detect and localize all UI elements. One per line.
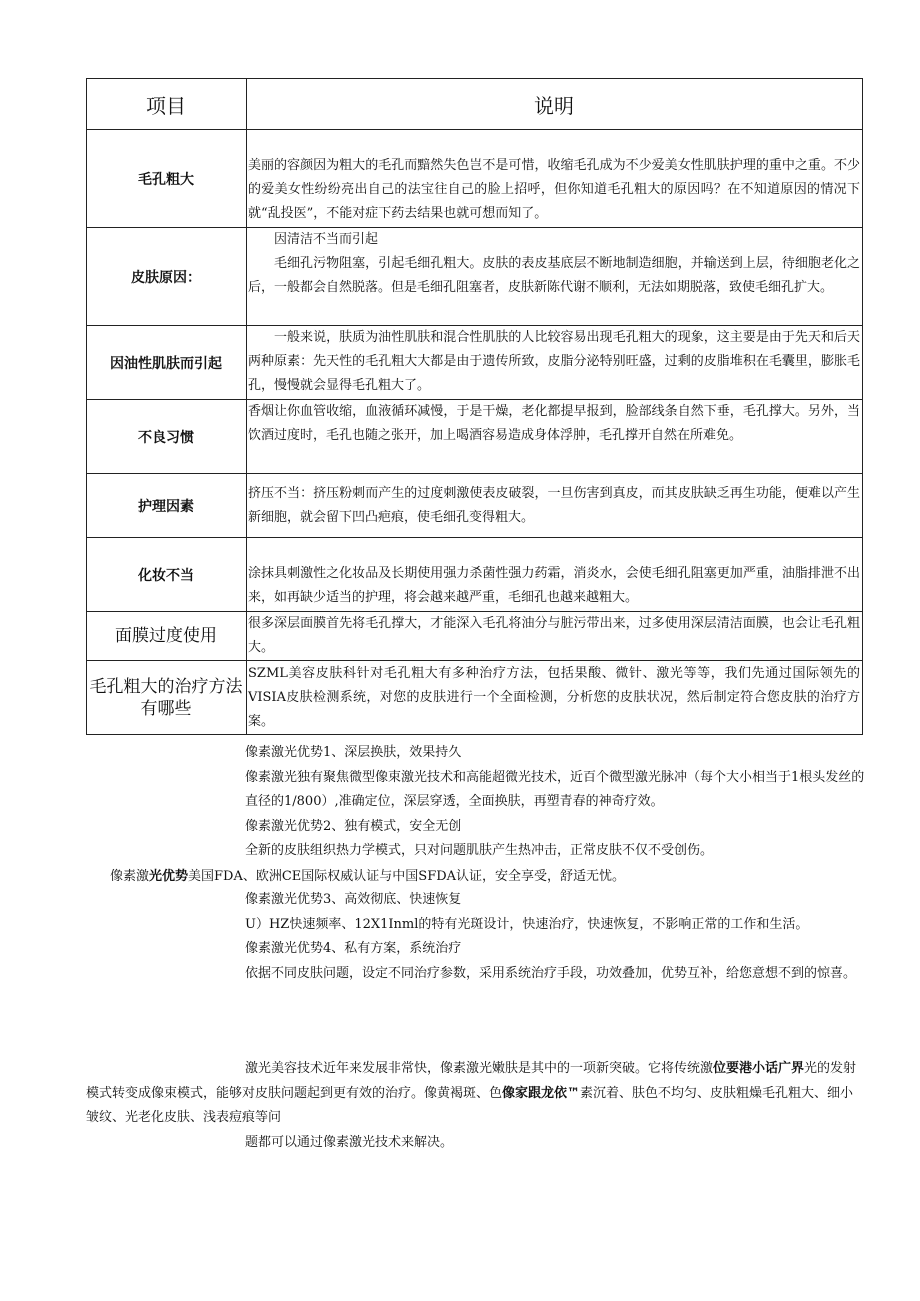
closing-part2: 光的发射模式转变成像束模式，能够对皮肤问题起到更有效的治疗。像黄褐斑、色 [86, 1061, 857, 1101]
closing-part4: 题都可以通过像素激光技术来解决。 [245, 1134, 454, 1150]
closing-bold2: 像家跟龙依™ [502, 1085, 581, 1101]
row-desc: 很多深层面膜首先将毛孔撑大，才能深入毛孔将油分与脏污带出来，过多使用深层清洁面膜，也会让毛孔粗大。 [247, 612, 863, 661]
row-desc: 香烟让你血管收缩，血液循环减慢，于是干燥，老化都提早报到，脸部线条自然下垂，毛孔撑大。另外，当饮酒过度时，毛孔也随之张开，加上喝酒容易造成身体浮肿，毛孔撑开自然在所难免。 [247, 400, 863, 474]
closing-line-1 [86, 1057, 862, 1131]
table-row [87, 612, 863, 661]
row-label: 毛孔粗大 [87, 130, 247, 228]
closing-paragraph [86, 1057, 862, 1155]
side-line: 美国FDA、欧洲CE国际权威认证与中国SFDA认证，安全享受，舒适无忧。 [188, 869, 626, 884]
closing-bold1: 位要港小话广界 [713, 1061, 805, 1076]
row-desc: SZML美容皮肤科针对毛孔粗大有多种治疗方法，包括果酸、微针、激光等等，我们先通过国际领先的VISIA皮肤检测系统，对您的皮肤进行一个全面检测，分析您的皮肤状况，然后制定符合您皮肤的治疗方案。 [247, 661, 863, 735]
table-row [87, 474, 863, 538]
adv-1-text: 像素激光独有聚焦微型像束激光技术和高能超微光技术，近百个微型激光脉冲（每个大小相当于1根头发丝的直径的1/800）,准确定位，深层穿透，全面换肤，再塑青春的神奇疗效。 [245, 769, 865, 809]
row-desc: 一般来说，肤质为油性肌肤和混合性肌肤的人比较容易出现毛孔粗大的现象，这主要是由于先天和后天两种原素：先天性的毛孔粗大大都是由于遗传所致，皮脂分泌特别旺盛，过剩的皮脂堆积在毛囊里，膨胀毛孔，慢慢就会显得毛孔粗大了。 [248, 330, 860, 393]
adv-1-title: 像素激光优势1、深层换肤，效果持久 [245, 745, 462, 760]
row-label: 护理因素 [87, 474, 247, 538]
adv-3-text: U）HZ快速频率、12X1Inml的特有光斑设计，快速治疗，快速恢复，不影响正常的工作和生活。 [245, 916, 809, 932]
row-label: 不良习惯 [87, 400, 247, 474]
row-desc-cell [247, 228, 863, 326]
closing-part1: 激光美容技术近年来发展非常快，像素激光嫩肤是其中的一项新突破。它将传统激 [245, 1061, 714, 1076]
row-desc-line: 因清洁不当而引起 [274, 232, 379, 247]
side-prefix: 像素激 [110, 869, 150, 884]
row-label: 化妆不当 [87, 538, 247, 612]
table-row [87, 228, 863, 326]
row-desc: 美丽的容颜因为粗大的毛孔而黯然失色岂不是可惜，收缩毛孔成为不少爱美女性肌肤护理的重中之重。不少的爱美女性纷纷亮出自己的法宝往自己的脸上招呼，但你知道毛孔粗大的原因吗？在不知道原因的情况下就“乱投医”，不能对症下药去结果也就可想而知了。 [247, 130, 863, 228]
adv-4-text: 依据不同皮肤问题，设定不同治疗参数，采用系统治疗手段，功效叠加，优势互补，给您意想不到的惊喜。 [245, 965, 857, 981]
row-label: 皮肤原因： [87, 228, 247, 326]
advantages-block [245, 741, 865, 986]
row-desc: 涂抹具刺激性之化妆品及长期使用强力杀菌性强力药霜，消炎水，会使毛细孔阻塞更加严重，油脂排泄不出来，如再缺少适当的护理，将会越来越严重，毛细孔也越来越粗大。 [247, 538, 863, 612]
table-header-row [87, 79, 863, 130]
header-desc: 说明 [247, 79, 863, 130]
row-label: 毛孔粗大的治疗方法有哪些 [87, 661, 247, 735]
advantages-side-label [110, 865, 625, 889]
info-table [86, 78, 863, 735]
row-label: 面膜过度使用 [87, 612, 247, 661]
row-desc-cell [247, 326, 863, 400]
closing-part3: 素沉着、肤色不均匀、皮肤粗燥毛孔粗大、细小皱纹、光老化皮肤、浅表痘痕等问 [86, 1085, 854, 1125]
side-bold: 光优势 [149, 869, 189, 884]
table-row [87, 538, 863, 612]
adv-4-title: 像素激光优势4、私有方案，系统治疗 [245, 941, 462, 956]
adv-2-text: 全新的皮肤组织热力学模式，只对问题肌肤产生热冲击，正常皮肤不仅不受创伤。 [245, 843, 714, 858]
table-row [87, 400, 863, 474]
table-row [87, 130, 863, 228]
row-desc: 毛细孔污物阻塞，引起毛细孔粗大。皮肤的表皮基底层不断地制造细胞，并输送到上层，待细胞老化之后，一般都会自然脱落。但是毛细孔阻塞者，皮肤新陈代谢不顺利，无法如期脱落，致使毛细孔扩大。 [248, 256, 860, 295]
row-desc: 挤压不当：挤压粉刺而产生的过度刺激使表皮破裂，一旦伤害到真皮，而其皮肤缺乏再生功能，便难以产生新细胞，就会留下凹凸疤痕，使毛细孔变得粗大。 [247, 474, 863, 538]
adv-3-title: 像素激光优势3、高效彻底、快速恢复 [245, 892, 462, 907]
table-row [87, 326, 863, 400]
adv-2-title: 像素激光优势2、独有模式，安全无创 [245, 818, 462, 834]
table-row [87, 661, 863, 735]
row-label: 因油性肌肤而引起 [87, 326, 247, 400]
header-item: 项目 [87, 79, 247, 130]
